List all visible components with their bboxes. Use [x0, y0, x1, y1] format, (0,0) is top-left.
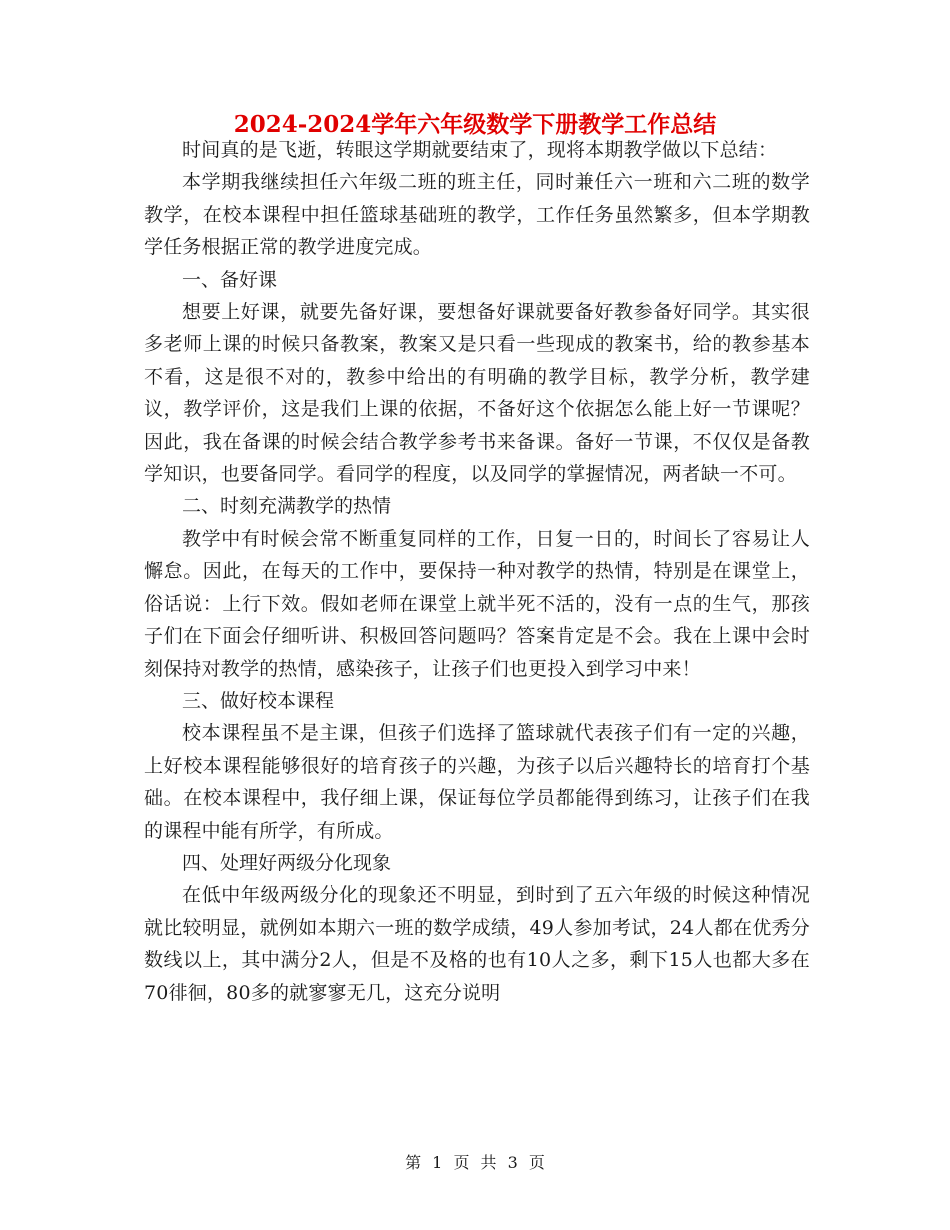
- page-footer: 第 1 页 共 3 页: [405, 1153, 545, 1172]
- paragraph-section-1: 想要上好课，就要先备好课，要想备好课就要备好教参备好同学。其实很多老师上课的时候只备教案，教案又是只看一些现成的教案书，给的教参基本不看，这是很不对的，教参中给出的有明确的教学目标，教学分析，教学建议，教学评价，这是我们上课的依据，不备好这个依据怎么能上好一节课呢？因此，我在备课的时候会结合教学参考书来备课。备好一节课，不仅仅是备教学知识，也要备同学。看同学的程度，以及同学的掌握情况，两者缺一不可。: [144, 301, 810, 486]
- section-heading-3: 三、做好校本课程: [182, 689, 335, 712]
- section-heading-2: 二、时刻充满教学的热情: [182, 495, 392, 518]
- document-title: 2024-2024学年六年级数学下册教学工作总结: [233, 111, 717, 138]
- paragraph-section-4: 在低中年级两级分化的现象还不明显，到时到了五六年级的时候这种情况就比较明显，就例如本期六一班的数学成绩，49人参加考试，24人都在优秀分数线以上，其中满分2人，但是不及格的也有10人之多，剩下15人也都大多在70徘徊，80多的就寥寥无几，这充分说明: [144, 884, 810, 1004]
- section-heading-1: 一、备好课: [182, 268, 278, 291]
- document-body: [144, 134, 810, 1009]
- paragraph-section-2: 教学中有时候会常不断重复同样的工作，日复一日的，时间长了容易让人懈怠。因此，在每天的工作中，要保持一种对教学的热情，特别是在课堂上，俗话说：上行下效。假如老师在课堂上就半死不活的，没有一点的生气，那孩子们在下面会仔细听讲、积极回答问题吗？答案肯定是不会。我在上课中会时刻保持对教学的热情，感染孩子，让孩子们也更投入到学习中来！: [144, 527, 810, 680]
- section-heading-4: 四、处理好两级分化现象: [182, 851, 392, 874]
- paragraph-section-3: 校本课程虽不是主课，但孩子们选择了篮球就代表孩子们有一定的兴趣，上好校本课程能够很好的培育孩子的兴趣，为孩子以后兴趣特长的培育打个基础。在校本课程中，我仔细上课，保证每位学员都能得到练习，让孩子们在我的课程中能有所学，有所成。: [144, 722, 810, 842]
- paragraph-duties: 本学期我继续担任六年级二班的班主任，同时兼任六一班和六二班的数学教学，在校本课程中担任篮球基础班的教学，工作任务虽然繁多，但本学期教学任务根据正常的教学进度完成。: [144, 171, 810, 259]
- paragraph-intro: 时间真的是飞逝，转眼这学期就要结束了，现将本期教学做以下总结：: [182, 139, 778, 161]
